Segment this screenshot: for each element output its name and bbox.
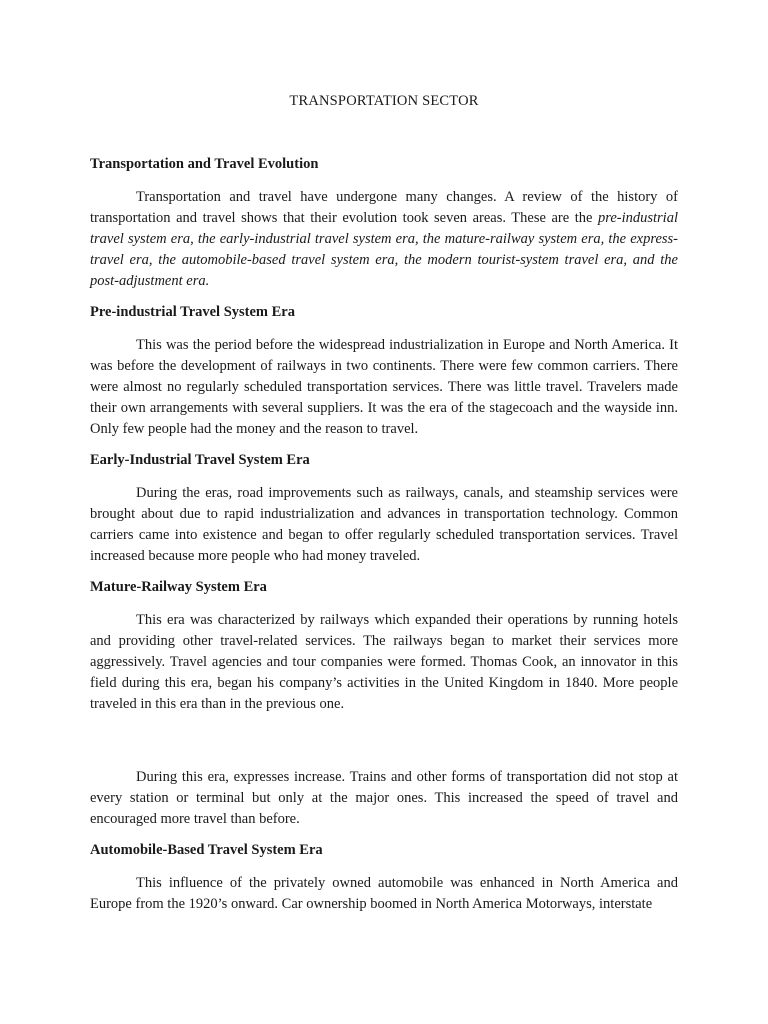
- paragraph-express-travel: During this era, expresses increase. Trains and other forms of transportation did not stop at every station or terminal but only at the major ones. This increased the speed of travel and encouraged more travel than before.: [90, 769, 678, 827]
- era-list-italic: pre-industrial travel system era, the early-industrial travel system era, the mature-railway system era, the express-travel era, the automobile-based travel system era, the modern tourist-system travel era, and the post-adjustment era.: [90, 210, 678, 289]
- paragraph-early-industrial: During the eras, road improvements such as railways, canals, and steamship services were brought about due to rapid industrialization and advances in transportation technology. Common carriers came into existence and began to offer regularly scheduled transportation services. Travel increased because more people who had money traveled.: [90, 485, 678, 564]
- paragraph-travel-evolution: [90, 187, 678, 292]
- paragraph-mature-railway: This era was characterized by railways which expanded their operations by running hotels and providing other travel-related services. The railways began to market their services more aggressively. Travel agencies and tour companies were formed. Thomas Cook, an innovator in this field during this era, began his company’s activities in the United Kingdom in 1840. More people traveled in this era than in the previous one.: [90, 612, 678, 712]
- paragraph-automobile-based: This influence of the privately owned automobile was enhanced in North America and Europe from the 1920’s onward. Car ownership boomed in North America Motorways, interstate: [90, 875, 678, 912]
- paragraph-text: Transportation and travel have undergone many changes. A review of the history of transportation and travel shows that their evolution took seven areas. These are the: [90, 189, 678, 226]
- section-heading-automobile-based: Automobile-Based Travel System Era: [90, 842, 323, 858]
- section-heading-travel-evolution: Transportation and Travel Evolution: [90, 156, 319, 172]
- section-heading-early-industrial: Early-Industrial Travel System Era: [90, 452, 310, 468]
- document-title: TRANSPORTATION SECTOR: [289, 93, 479, 109]
- section-heading-pre-industrial: Pre-industrial Travel System Era: [90, 304, 295, 320]
- paragraph-pre-industrial: This was the period before the widespread industrialization in Europe and North America. It was before the development of railways in two continents. There were few common carriers. There were almost no regularly scheduled transportation services. There was little travel. Travelers made their own arrangements with several suppliers. It was the era of the stagecoach and the wayside inn. Only few people had the money and the reason to travel.: [90, 337, 678, 437]
- blank-gap: [90, 727, 678, 767]
- section-heading-mature-railway: Mature-Railway System Era: [90, 579, 267, 595]
